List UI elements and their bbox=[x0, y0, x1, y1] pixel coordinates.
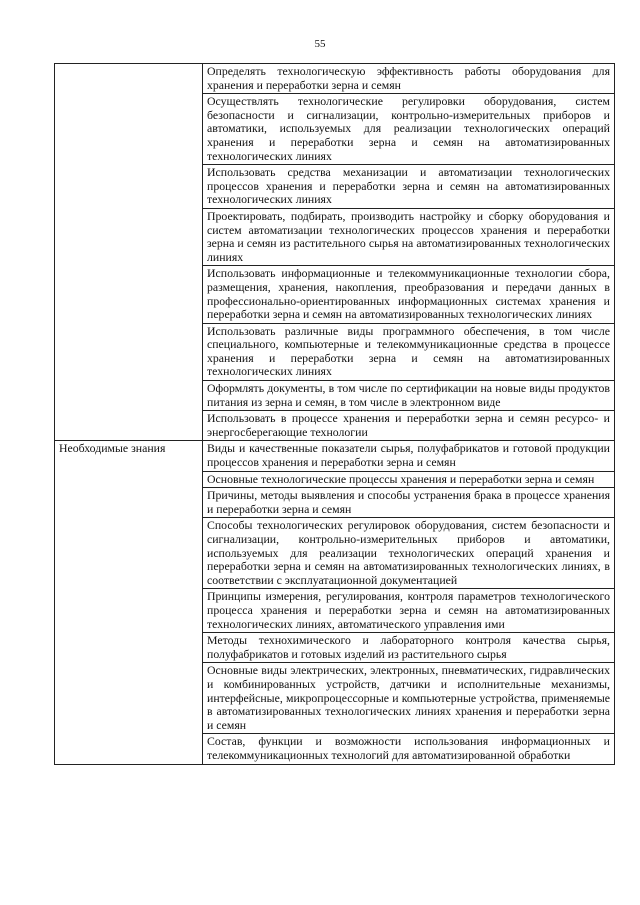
skill-item: Использовать различные виды программного обеспечения, в том числе специального, компьютерные и телекоммуникационные средства в процессе хранения и переработки зерна и семян на автоматизированных технологических линиях bbox=[203, 323, 615, 380]
competency-table bbox=[54, 63, 615, 765]
skill-item: Осуществлять технологические регулировки оборудования, систем безопасности и сигнализации, контрольно-измерительных приборов и автоматики, используемых для реализации технологических операций хранения и переработки зерна и семян на автоматизированных технологических линиях bbox=[203, 94, 615, 165]
knowledge-item: Основные технологические процессы хранения и переработки зерна и семян bbox=[203, 471, 615, 488]
skill-item: Использовать информационные и телекоммуникационные технологии сбора, размещения, хранения, накопления, преобразования и передачи данных в профессионально-ориентированных информационных системах хранения и переработки зерна и семян на автоматизированных технологических линиях bbox=[203, 266, 615, 323]
table-row bbox=[55, 64, 615, 94]
knowledge-item: Виды и качественные показатели сырья, полуфабрикатов и готовой продукции процессов хранения и переработки зерна и семян bbox=[203, 441, 615, 471]
skill-item: Проектировать, подбирать, производить настройку и сборку оборудования и систем автоматизации технологических процессов хранения и переработки зерна и семян из растительного сырья на автоматизированных технологических линиях bbox=[203, 208, 615, 265]
skill-item: Использовать средства механизации и автоматизации технологических процессов хранения и переработки зерна и семян на автоматизированных технологических линиях bbox=[203, 165, 615, 209]
knowledge-item: Способы технологических регулировок оборудования, систем безопасности и сигнализации, контрольно-измерительных приборов и автоматики, используемых для реализации технологических операций хранения и переработки зерна и семян на автоматизированных технологических линиях, в соответствии с эксплуатационной документацией bbox=[203, 518, 615, 589]
knowledge-item: Причины, методы выявления и способы устранения брака в процессе хранения и переработки зерна и семян bbox=[203, 488, 615, 518]
skill-item: Оформлять документы, в том числе по сертификации на новые виды продуктов питания из зерна и семян, в том числе в электронном виде bbox=[203, 381, 615, 411]
page-number: 55 bbox=[314, 38, 326, 50]
knowledge-item: Методы технохимического и лабораторного контроля качества сырья, полуфабрикатов и готовых изделий из растительного сырья bbox=[203, 633, 615, 663]
skill-item: Использовать в процессе хранения и переработки зерна и семян ресурсо- и энергосберегающие технологии bbox=[203, 411, 615, 441]
knowledge-item: Состав, функции и возможности использования информационных и телекоммуникационных технологий для автоматизированной обработки bbox=[203, 734, 615, 764]
section-label-knowledge: Необходимые знания bbox=[55, 441, 203, 764]
knowledge-item: Принципы измерения, регулирования, контроля параметров технологического процесса хранения и переработки зерна и семян на автоматизированных технологических линиях, автоматического управления ими bbox=[203, 589, 615, 633]
section-label-skills bbox=[55, 64, 203, 441]
table-row bbox=[55, 441, 615, 471]
knowledge-item: Основные виды электрических, электронных, пневматических, гидравлических и комбинированных устройств, датчики и исполнительные механизмы, интерфейсные, микропроцессорные и компьютерные устройства, применяемые в автоматизированных технологических линиях хранения и переработки зерна и семян bbox=[203, 663, 615, 734]
skill-item: Определять технологическую эффективность работы оборудования для хранения и переработки зерна и семян bbox=[203, 64, 615, 94]
